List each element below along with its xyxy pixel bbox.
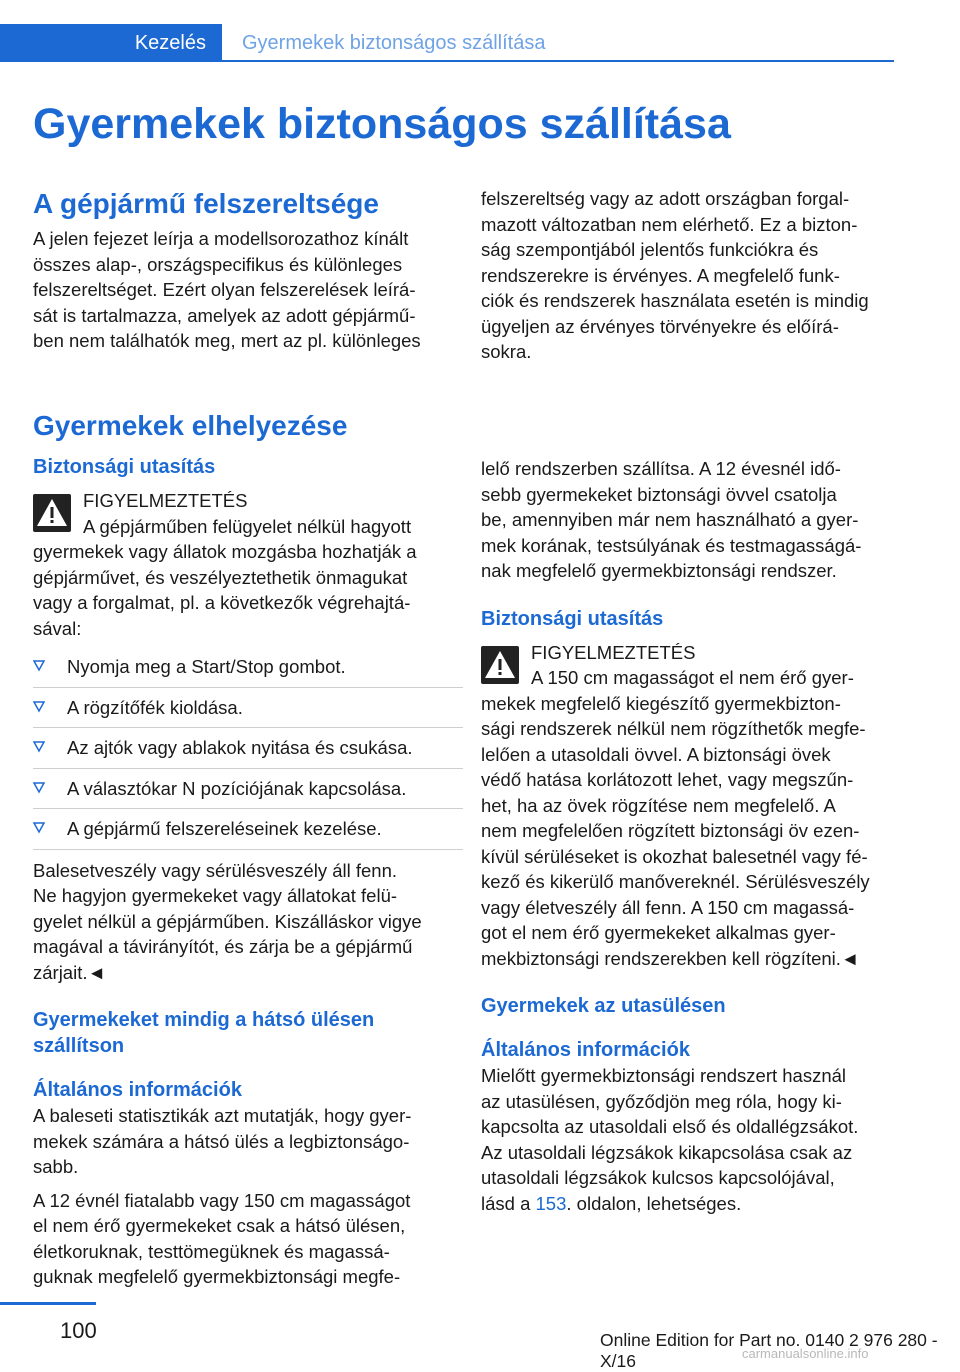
list-item — [33, 728, 463, 769]
text-line: A gépjárműben felügyelet nélkül hagyott — [83, 515, 412, 537]
bullet-triangle-icon — [33, 741, 45, 753]
general-info-heading: Általános információk — [481, 1039, 690, 1061]
text-line: guknak megfelelő gyermekbiztonsági megfe- — [33, 1266, 401, 1287]
text-line: vagy életveszély áll fenn. A 150 cm magassá- — [481, 896, 855, 918]
right-column-bottom — [481, 456, 911, 1216]
text-line: összes alap-, országspecifikus és különleges — [33, 253, 403, 275]
text-fragment: . oldalon, lehetséges. — [566, 1192, 742, 1214]
text-line: Balesetveszély vagy sérülésveszély áll fenn. — [33, 859, 398, 881]
text-line: az utasülésen, győződjön meg róla, hogy ki- — [481, 1090, 842, 1112]
text-line: A baleseti statisztikák azt mutatják, hogy gyer- — [33, 1105, 412, 1126]
text-line: kapcsolta az utasoldali első és oldallégzsákot. — [481, 1116, 859, 1137]
bullet-triangle-icon — [33, 660, 45, 672]
rear-seat-heading — [33, 1007, 463, 1059]
text-line: nem megfelelően rögzített biztonsági öv ezen- — [481, 820, 860, 841]
text-fragment: lásd a — [481, 1192, 536, 1214]
text-line: A jelen fejezet leírja a modellsorozathoz kínált — [33, 228, 409, 249]
text-line: védő hatása korlátozott lehet, vagy megszűn- — [481, 769, 854, 790]
text-line: magával a távirányítót, és zárja be a gépjármű — [33, 936, 413, 957]
text-line: het, ha az övek rögzítése nem megfelelő. A — [481, 794, 836, 816]
warning-triangle-icon — [33, 494, 71, 532]
text-line: nak megfelelő gyermekbiztonsági rendszer. — [481, 560, 837, 581]
text-line: felszereltséget. Ezért olyan felszerelések leírá- — [33, 279, 416, 300]
safety-heading: Biztonsági utasítás — [33, 456, 216, 478]
text-line: mazott változatban nem elérhető. Ez a bizton- — [481, 213, 858, 235]
page-title: Gyermekek biztonságos szállítása — [33, 100, 731, 148]
left-column-bottom — [33, 454, 463, 1290]
text-line: gyelet nélkül a gépjárműben. Kiszálláskor vigye — [33, 910, 422, 932]
warning-text — [481, 665, 911, 971]
right-column-top — [481, 186, 911, 365]
section-title-link[interactable]: Gyermekek biztonságos szállítása — [242, 32, 546, 54]
warning-triangle-icon — [481, 646, 519, 684]
section-heading-placement: Gyermekek elhelyezése — [33, 410, 348, 441]
list-item — [33, 809, 463, 850]
header-rule — [222, 60, 894, 62]
bullet-triangle-icon — [33, 822, 45, 834]
warning-text — [33, 514, 463, 642]
safety-heading: Biztonsági utasítás — [481, 607, 664, 630]
warning-consequence-text — [33, 858, 463, 986]
text-line: sát is tartalmazza, amelyek az adott gépjármű- — [33, 304, 416, 326]
equipment-text-continued — [481, 186, 911, 365]
text-line: lelően a utasoldali övvel. A biztonsági övek — [481, 743, 831, 765]
list-item — [33, 769, 463, 810]
page-number: 100 — [60, 1318, 97, 1343]
page-reference-link[interactable]: 153 — [535, 1192, 567, 1214]
text-line: sokra. — [481, 341, 532, 362]
text-line: zárjait.◄ — [33, 961, 106, 983]
passenger-info-text — [481, 1063, 911, 1216]
text-line: ciók és rendszerek használata esetén is mindig — [481, 290, 869, 311]
heading-line: szállítson — [33, 1035, 125, 1057]
text-line: sebb gyermekeket biztonsági övvel csatolja — [481, 483, 837, 505]
watermark: carmanualsonline.info — [742, 1346, 869, 1361]
warning-bullet-list — [33, 647, 463, 850]
text-line: sági rendszerek nélkül nem rögzíthetők megfe- — [481, 718, 866, 739]
list-item — [33, 647, 463, 688]
text-line: Az utasoldali légzsákok kikapcsolása csak az — [481, 1141, 853, 1163]
text-line: ben nem találhatók meg, mert az pl. különleges — [33, 330, 421, 351]
list-item-text: A választókar N pozíciójának kapcsolása. — [67, 777, 407, 799]
text-line: Ne hagyjon gyermekeket vagy állatokat felü- — [33, 885, 398, 906]
text-line: felszereltség vagy az adott országban forgal- — [481, 188, 850, 209]
running-header — [0, 24, 960, 64]
footer-rule — [0, 1302, 96, 1305]
general-info-text — [33, 1103, 463, 1180]
chapter-tab[interactable]: Kezelés — [0, 24, 222, 62]
text-line: be, amennyiben már nem használható a gyer- — [481, 509, 859, 530]
list-item — [33, 688, 463, 729]
text-line: Mielőtt gyermekbiztonsági rendszert használ — [481, 1065, 847, 1086]
bullet-triangle-icon — [33, 701, 45, 713]
warning-label: FIGYELMEZTETÉS — [531, 641, 696, 663]
text-line: ság szempontjából jelentős funkciókra és — [481, 239, 819, 260]
age-height-text-continued — [481, 456, 911, 584]
age-height-text — [33, 1188, 463, 1290]
text-line: utasoldali légzsákok kulcsos kapcsolójával, — [481, 1167, 835, 1188]
heading-line: Gyermekeket mindig a hátsó ülésen — [33, 1009, 375, 1031]
text-line: rendszerekre is érvényes. A megfelelő funk- — [481, 264, 840, 286]
text-line: A 12 évnél fiatalabb vagy 150 cm magasságot — [33, 1189, 411, 1211]
text-line: kívül sérüléseket is okozhat balesetnél vagy fé- — [481, 845, 868, 867]
text-line: gyermekek vagy állatok mozgásba hozhatják a — [33, 541, 417, 562]
text-line: sával: — [33, 617, 82, 639]
text-line: sabb. — [33, 1156, 79, 1177]
placement-heading-block — [33, 408, 463, 444]
warning-label: FIGYELMEZTETÉS — [83, 490, 248, 511]
text-line: vagy a forgalmat, pl. a következők végrehajtá- — [33, 592, 411, 613]
text-line: kező és kikerülő manővereknél. Sérülésveszély — [481, 871, 870, 892]
list-item-text: Nyomja meg a Start/Stop gombot. — [67, 656, 346, 677]
list-item-text: Az ajtók vagy ablakok nyitása és csukása. — [67, 737, 413, 758]
section-heading-equipment: A gépjármű felszereltsége — [33, 188, 379, 219]
general-info-heading: Általános információk — [33, 1079, 242, 1101]
passenger-seat-heading: Gyermekek az utasülésen — [481, 995, 726, 1017]
text-line: el nem érő gyermekeket csak a hátsó ülésen, — [33, 1215, 406, 1236]
list-item-text: A rögzítőfék kioldása. — [67, 696, 243, 718]
text-line: mekek megfelelő kiegészítő gyermekbizton- — [481, 692, 841, 714]
list-item-text: A gépjármű felszereléseinek kezelése. — [67, 818, 382, 839]
left-column-top — [33, 186, 463, 354]
equipment-text — [33, 226, 463, 354]
text-line: életkoruknak, testtömegüknek és magassá- — [33, 1240, 390, 1262]
edition-info: Online Edition for Part no. 0140 2 976 280 - X/16 — [600, 1330, 938, 1371]
text-line: gépjárművet, és veszélyeztethetik önmagukat — [33, 566, 408, 588]
warning-block — [33, 488, 463, 641]
text-line: ügyeljen az érvényes törvényekre és előírá- — [481, 315, 839, 337]
bullet-triangle-icon — [33, 782, 45, 794]
text-line: mekek számára a hátsó ülés a legbiztonságo- — [33, 1130, 410, 1152]
text-line: lelő rendszerben szállítsa. A 12 évesnél idő- — [481, 458, 841, 479]
text-line: A 150 cm magasságot el nem érő gyer- — [531, 667, 854, 688]
warning-block — [481, 640, 911, 972]
text-line: got el nem érő gyermekeket alkalmas gyer- — [481, 922, 836, 943]
text-line: mekbiztonsági rendszerekben kell rögzíteni.◄ — [481, 947, 860, 969]
text-line: mek korának, testsúlyának és testmagasságá- — [481, 534, 862, 556]
